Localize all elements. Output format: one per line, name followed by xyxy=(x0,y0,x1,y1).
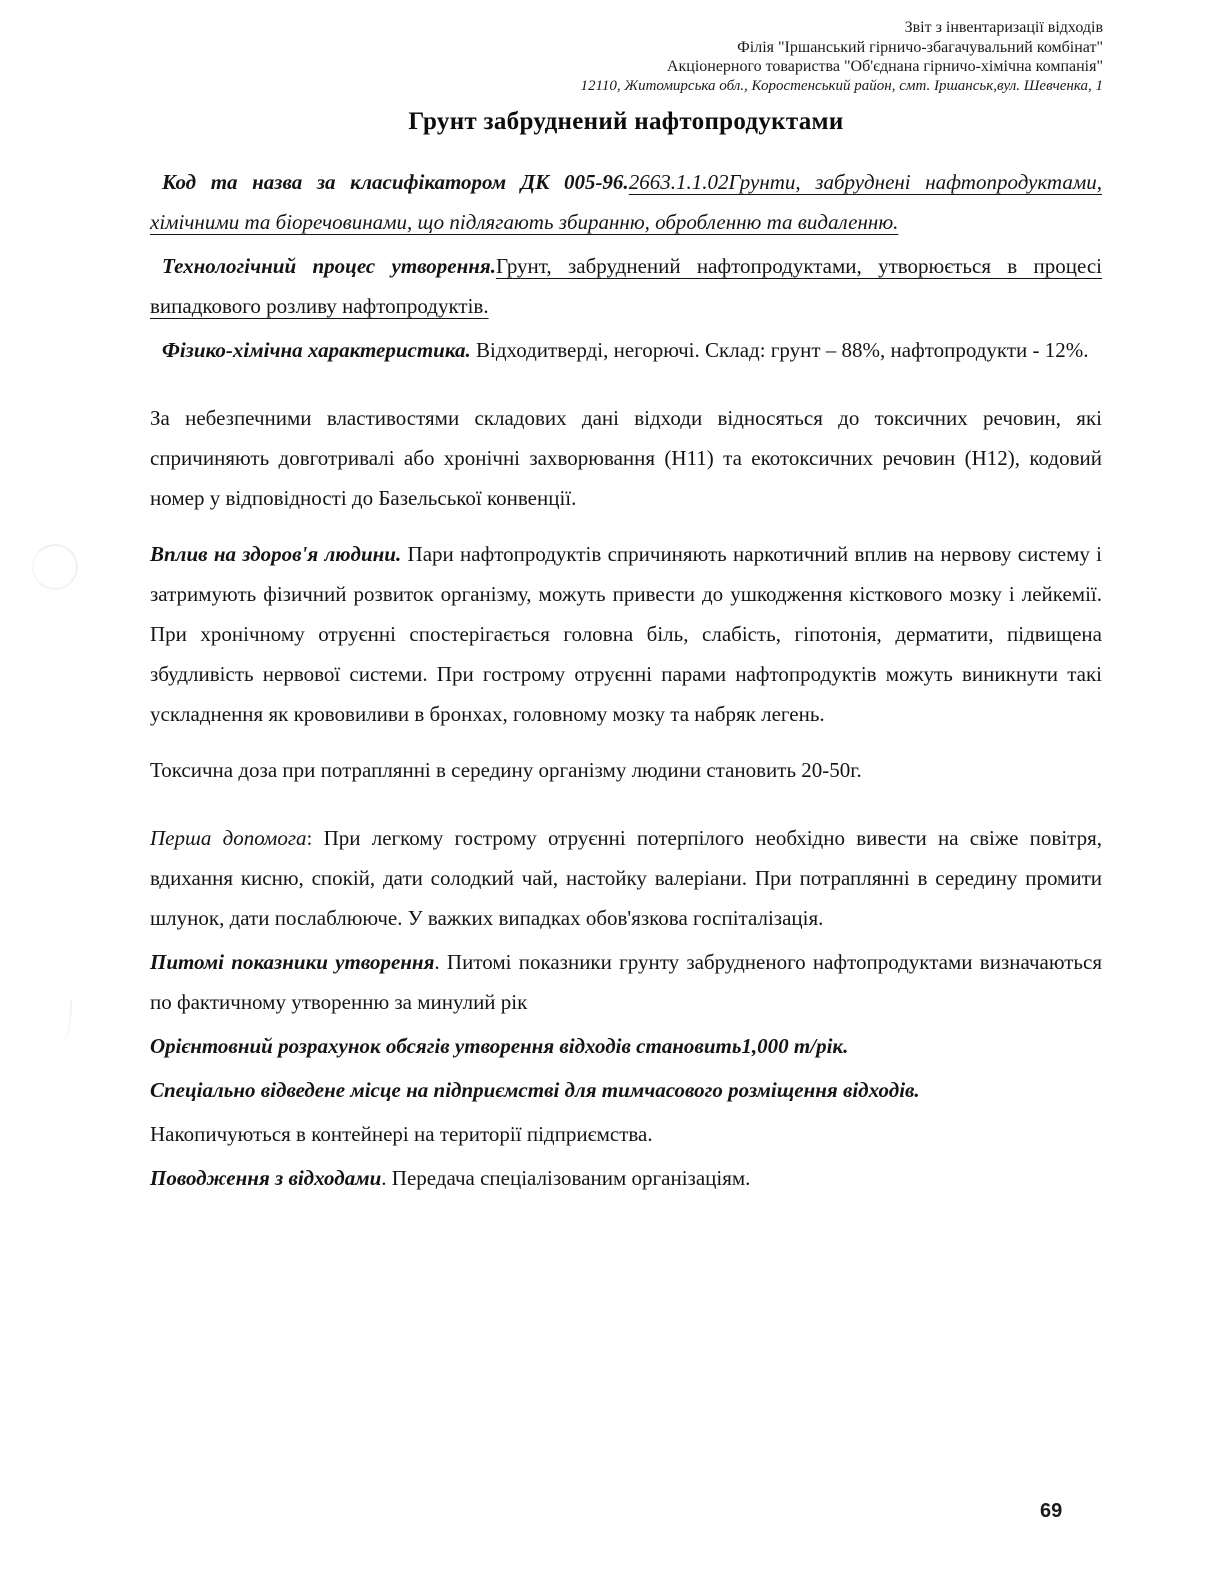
document-title: Грунт забруднений нафтопродуктами xyxy=(408,108,844,135)
page-number: 69 xyxy=(1040,1500,1063,1522)
text-run: Відходитверді, негорючі. Склад: грунт – 88%, нафтопродукти - 12%. xyxy=(470,338,1089,362)
letterhead-address: 12110, Житомирська обл., Коростенський район, смт. Іршанськ,вул. Шевченка, 1 xyxy=(580,77,1103,94)
text-run: Токсична доза при потраплянні в середину організму людини становить 20-50г. xyxy=(150,758,862,782)
text-run: За небезпечними властивостями складових дані відходи відносяться до токсичних речовин, які спричиняють довготривалі або хронічні захворювання (Н11) та екотоксичних речовин (Н12), кодовий номер у відповідності до Базельської конвенції. xyxy=(150,406,1102,510)
document-body xyxy=(150,158,1102,1198)
text-run: Код та назва за класифікатором ДК 005-96. xyxy=(162,170,629,194)
text-run: Технологічний процес утворення. xyxy=(162,254,496,278)
paragraph-estimated-volume xyxy=(150,1026,1102,1066)
paragraph-designated-storage-place xyxy=(150,1070,1102,1110)
paragraph-first-aid xyxy=(150,818,1102,938)
text-run: Накопичуються в контейнері на території підприємства. xyxy=(150,1122,653,1146)
paragraph-hazard-properties xyxy=(150,398,1102,518)
paragraph-specific-generation-indicators xyxy=(150,942,1102,1022)
text-run: Вплив на здоров'я людини. xyxy=(150,542,402,566)
paragraph-accumulation-note xyxy=(150,1114,1102,1154)
text-run: . Питомі показники грунту забрудненого нафтопродуктами визначаються по фактичному утворенню за минулий рік xyxy=(150,950,1102,1014)
text-run: Фізико-хімічна характеристика. xyxy=(162,338,471,362)
paragraph-waste-handling xyxy=(150,1158,1102,1198)
scan-artifact-squiggle xyxy=(58,1000,72,1040)
paragraph-technological-process xyxy=(150,246,1102,326)
letterhead-branch-name: Філія "Іршанський гірничо-збагачувальний комбінат" xyxy=(737,38,1103,56)
paragraph-toxic-dose xyxy=(150,750,1102,790)
scan-artifact-circle xyxy=(32,544,78,590)
text-run: : При легкому гострому отруєнні потерпілого необхідно вивести на свіже повітря, вдихання кисню, спокій, дати солодкий чай, настойку валеріани. При потраплянні в середину промити шлунок, дати послаблююче. У важких випадках обов'язкова госпіталізація. xyxy=(150,826,1102,930)
paragraph-health-impact xyxy=(150,534,1102,734)
text-run: Спеціально відведене місце на підприємстві для тимчасового розміщення відходів. xyxy=(150,1078,920,1102)
text-run: . Передача спеціалізованим організаціям. xyxy=(381,1166,751,1190)
letterhead xyxy=(580,18,1103,96)
text-run: Поводження з відходами xyxy=(150,1166,382,1190)
text-run: Орієнтовний розрахунок обсягів утворення відходів становить1,000 т/рік. xyxy=(150,1034,849,1058)
paragraph-code-and-classifier xyxy=(150,162,1102,242)
text-run: Грунт, забруднений нафтопродуктами, утворюється в процесі випадкового розливу нафтопродуктів. xyxy=(150,254,1103,318)
paragraph-physico-chemical-characteristic xyxy=(150,330,1102,370)
text-run: Перша допомога xyxy=(150,826,307,850)
letterhead-company-name: Акціонерного товариства "Об'єднана гірничо-хімічна компанія" xyxy=(666,58,1103,75)
text-run: 2663.1.1.02Грунти, забруднені нафтопродуктами, хімічними та біоречовинами, що підлягають збиранню, обробленню та видаленню. xyxy=(150,170,1102,234)
text-run: Питомі показники утворення xyxy=(150,950,435,974)
letterhead-report-title: Звіт з інвентаризації відходів xyxy=(904,19,1103,36)
text-run: Пари нафтопродуктів спричиняють наркотичний вплив на нервову систему і затримують фізичний розвиток організму, можуть привести до ушкодження кісткового мозку і лейкемії. При хронічному отруєнні спостерігається головна біль, слабість, гіпотонія, дерматити, підвищена збудливість нервової системи. При гострому отруєнні парами нафтопродуктів можуть виникнути такі ускладнення як крововиливи в бронхах, головному мозку та набряк легень. xyxy=(150,542,1103,726)
